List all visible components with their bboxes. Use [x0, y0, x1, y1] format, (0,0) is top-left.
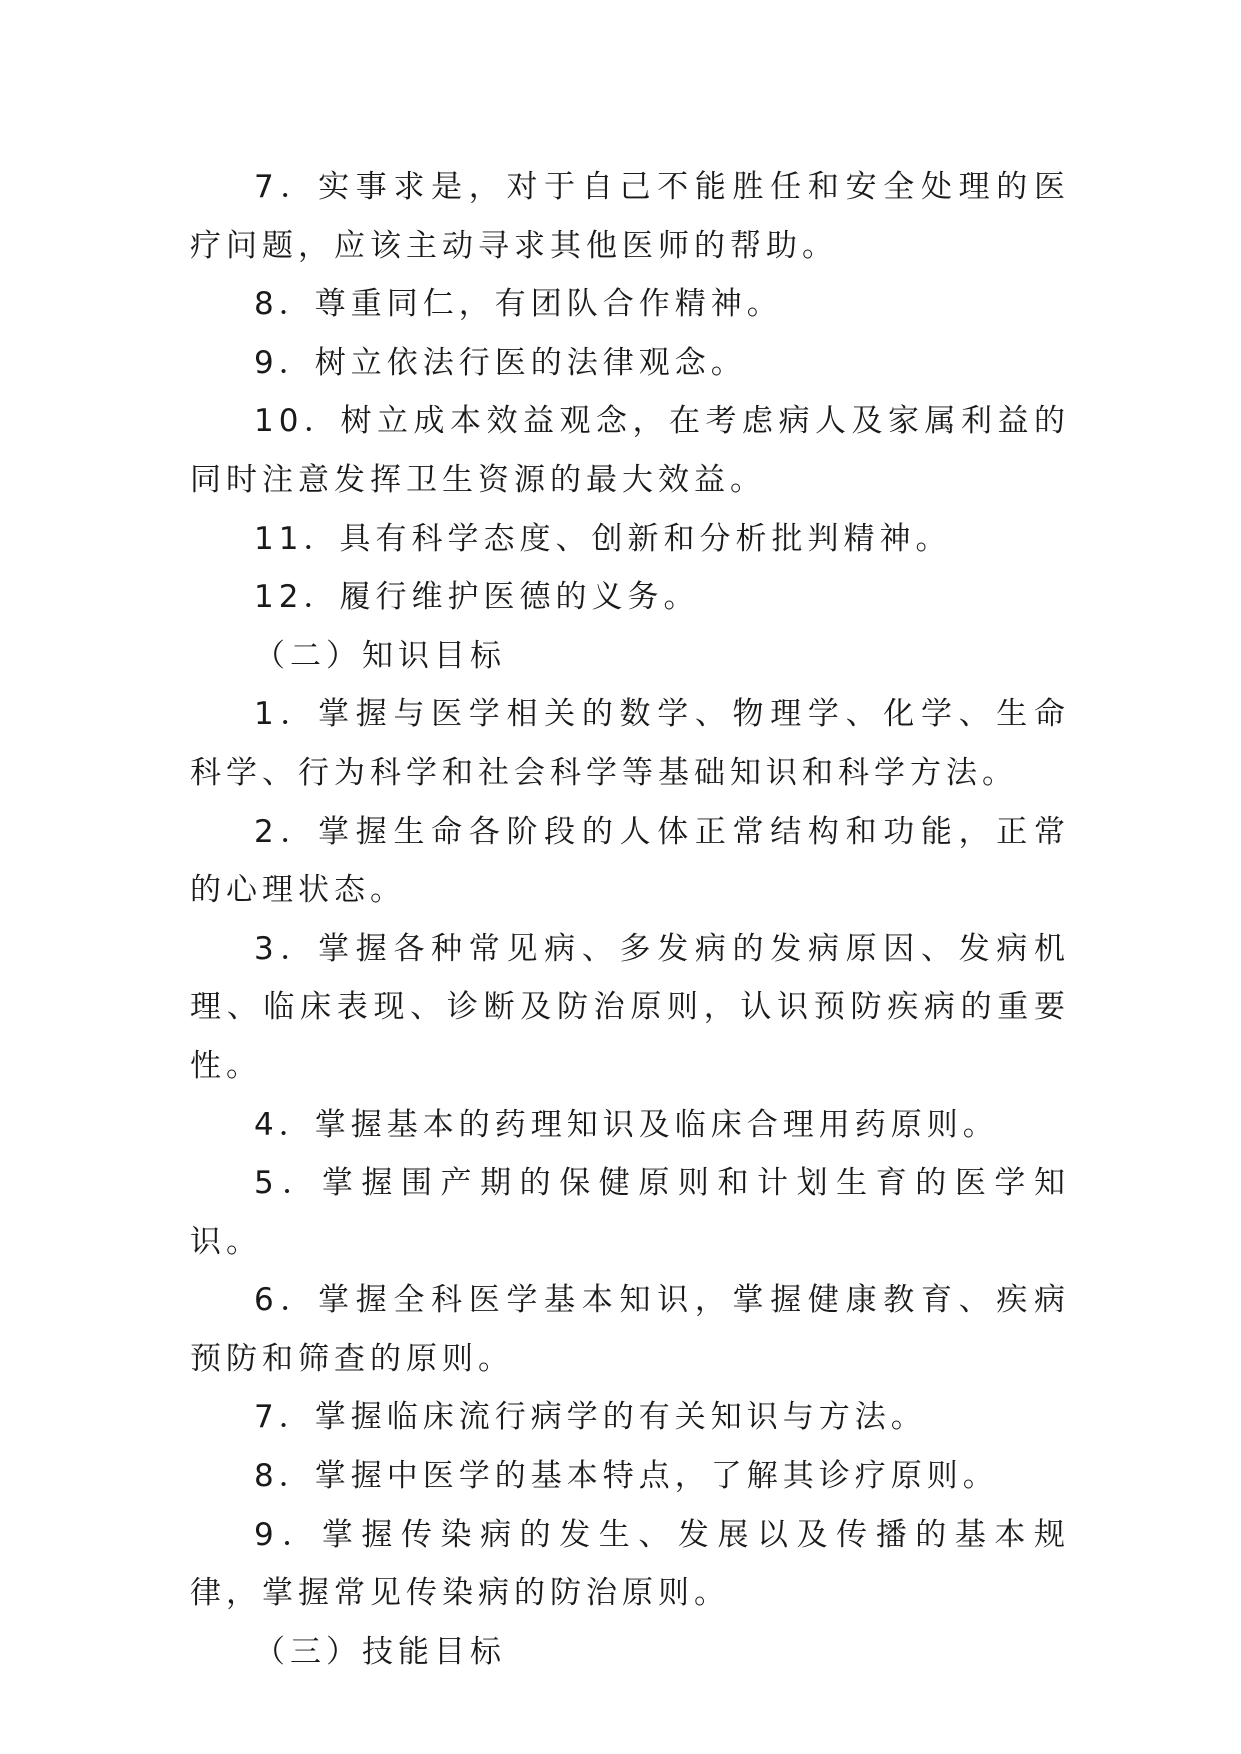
document-body	[190, 158, 1070, 1681]
paragraph-item-4-knowledge: 4．掌握基本的药理知识及临床合理用药原则。	[254, 1106, 999, 1143]
section-heading-skills: （三）技能目标	[254, 1633, 506, 1670]
paragraph-item-8-knowledge: 8．掌握中医学的基本特点，了解其诊疗原则。	[254, 1458, 999, 1495]
paragraph-item-12-ethics: 12．履行维护医德的义务。	[254, 579, 700, 616]
paragraph-item-6-knowledge: 6．掌握全科医学基本知识，掌握健康教育、疾病预防和筛查的原则。	[190, 1282, 1070, 1377]
paragraph-item-9-knowledge: 9．掌握传染病的发生、发展以及传播的基本规律，掌握常见传染病的防治原则。	[190, 1516, 1070, 1612]
paragraph-item-2-knowledge: 2．掌握生命各阶段的人体正常结构和功能，正常的心理状态。	[190, 813, 1070, 909]
paragraph-item-10-ethics: 10．树立成本效益观念，在考虑病人及家属利益的同时注意发挥卫生资源的最大效益。	[190, 403, 1070, 498]
paragraph-item-1-knowledge: 1．掌握与医学相关的数学、物理学、化学、生命科学、行为科学和社会科学等基础知识和科学方法。	[190, 696, 1070, 791]
paragraph-item-8-ethics: 8．尊重同仁，有团队合作精神。	[254, 286, 783, 323]
paragraph-item-7-ethics: 7．实事求是，对于自己不能胜任和安全处理的医疗问题，应该主动寻求其他医师的帮助。	[190, 169, 1070, 264]
paragraph-item-11-ethics: 11．具有科学态度、创新和分析批判精神。	[254, 520, 952, 557]
paragraph-item-5-knowledge: 5．掌握围产期的保健原则和计划生育的医学知识。	[190, 1165, 1070, 1260]
section-heading-knowledge: （二）知识目标	[254, 637, 506, 674]
paragraph-item-7-knowledge: 7．掌握临床流行病学的有关知识与方法。	[254, 1399, 927, 1436]
paragraph-item-9-ethics: 9．树立依法行医的法律观念。	[254, 344, 747, 381]
paragraph-item-3-knowledge: 3．掌握各种常见病、多发病的发病原因、发病机理、临床表现、诊断及防治原则，认识预防疾病的重要性。	[190, 930, 1070, 1084]
